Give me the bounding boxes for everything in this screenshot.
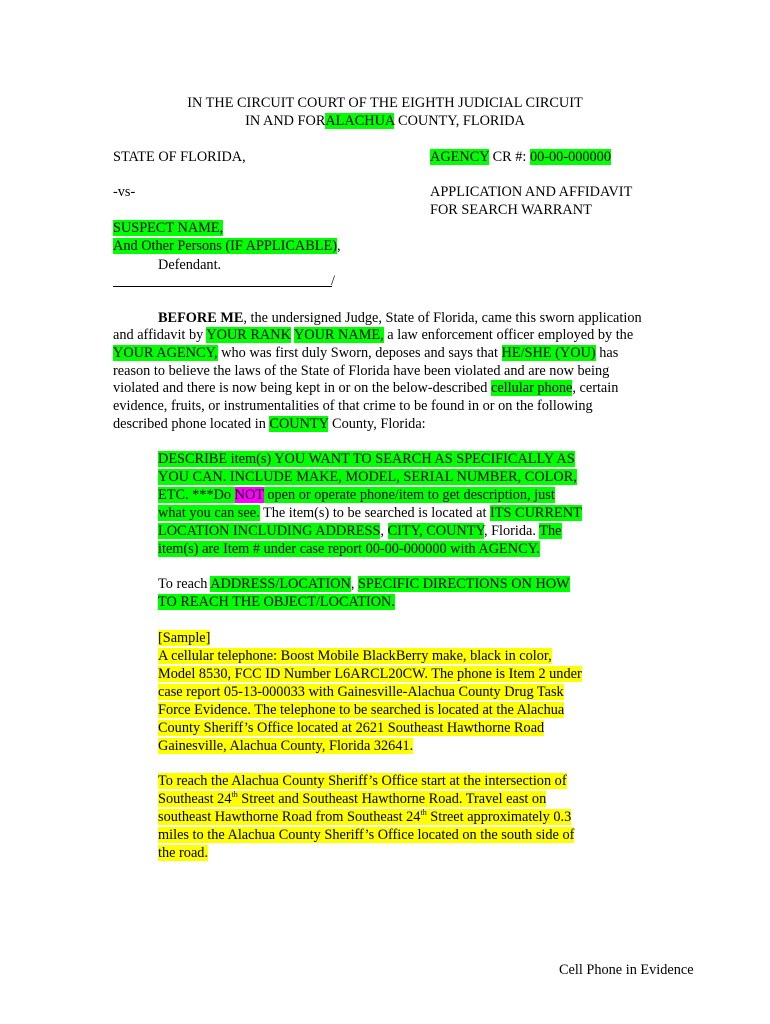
sample-line-5 xyxy=(158,719,544,737)
describe-line-6 xyxy=(158,540,540,558)
body-line-7-suffix: County, Florida: xyxy=(328,416,426,432)
caption-slash: / xyxy=(331,273,335,289)
sample-line-6 xyxy=(158,737,413,755)
body-line-5-suffix: , certain xyxy=(572,380,619,396)
sample-reach-line-2 xyxy=(158,790,546,808)
describe-line-3b: open or operate phone/item to get description, just xyxy=(263,487,555,503)
sample-label-highlight: [Sample] xyxy=(158,630,211,646)
body-line-6: evidence, fruits, or instrumentalities of that crime to be found in or on the following xyxy=(113,398,593,414)
body-line-4: reason to believe the laws of the State of Florida have been violated and are now being xyxy=(113,363,610,379)
court-header-line1-text: IN THE CIRCUIT COURT OF THE EIGHTH JUDICIAL CIRCUIT xyxy=(187,95,583,111)
body-line-1 xyxy=(158,309,642,327)
body-line-3-suffix: has xyxy=(595,345,619,361)
ordinal-suffix: th xyxy=(231,790,238,800)
its-current-highlight: ITS CURRENT xyxy=(490,505,582,521)
sample-line-4-highlight: Force Evidence. The telephone to be searched is located at the Alachua xyxy=(158,702,565,718)
describe-line-5-florida: , Florida. xyxy=(483,523,540,539)
reach-line-2 xyxy=(158,593,395,611)
sample-line-2 xyxy=(158,665,582,683)
reach-prefix: To reach xyxy=(158,576,211,592)
cellular-phone-highlight: cellular phone xyxy=(490,380,573,396)
before-me-bold: BEFORE ME xyxy=(158,310,244,326)
agency-highlight: AGENCY xyxy=(430,149,490,165)
defendant-label: Defendant. xyxy=(158,257,222,273)
sample-reach-line-2a: Southeast 24 xyxy=(158,791,232,807)
sample-reach-line-3 xyxy=(158,808,571,826)
describe-line-5-the: The xyxy=(539,523,562,539)
describe-line-4a: what you can see. xyxy=(158,505,260,521)
your-rank-highlight: YOUR RANK xyxy=(206,327,291,343)
sample-reach-line-2b: Street and Southeast Hawthorne Road. Travel east on xyxy=(237,791,547,807)
suspect-name-highlight: SUSPECT NAME, xyxy=(113,220,224,236)
county-highlight: COUNTY xyxy=(269,416,329,432)
other-persons-comma: , xyxy=(336,238,341,254)
footer-label: Cell Phone in Evidence xyxy=(559,962,694,978)
he-she-highlight: HE/SHE (YOU) xyxy=(501,345,596,361)
header-county-florida: COUNTY, FLORIDA xyxy=(394,113,525,129)
document-title-line1: APPLICATION AND AFFIDAVIT xyxy=(430,184,633,200)
sample-line-1 xyxy=(158,647,552,665)
address-location-highlight: ADDRESS/LOCATION xyxy=(210,576,351,592)
other-persons xyxy=(113,237,341,255)
your-agency-highlight: YOUR AGENCY, xyxy=(113,345,218,361)
sample-reach-line-3b: Street approximately 0.3 xyxy=(426,809,572,825)
your-name-highlight: YOUR NAME, xyxy=(293,327,384,343)
sample-reach-line-5-highlight: the road. xyxy=(158,845,209,861)
reach-sep: , xyxy=(350,576,358,592)
sample-reach-line-1 xyxy=(158,772,567,790)
describe-line-4b: The item(s) to be searched is located at xyxy=(259,505,491,521)
city-county-highlight: CITY, COUNTY xyxy=(387,523,484,539)
body-line-5-text: violated and there is now being kept in or on the below-described xyxy=(113,380,491,396)
body-line-2 xyxy=(113,326,633,344)
describe-line-2 xyxy=(158,468,577,486)
document-title-line2: FOR SEARCH WARRANT xyxy=(430,202,592,218)
suspect-name xyxy=(113,219,223,237)
state-of-florida: STATE OF FLORIDA, xyxy=(113,149,246,165)
sample-line-3 xyxy=(158,683,564,701)
versus-label: -vs- xyxy=(113,184,136,200)
body-line-2-suffix: a law enforcement officer employed by the xyxy=(383,327,634,343)
sample-reach-line-4 xyxy=(158,826,574,844)
specific-directions-highlight: SPECIFIC DIRECTIONS ON HOW xyxy=(357,576,570,592)
body-line-7 xyxy=(113,415,426,433)
sample-reach-line-3a: southeast Hawthorne Road from Southeast 24 xyxy=(158,809,421,825)
describe-line-2-highlight: YOU CAN. INCLUDE MAKE, MODEL, SERIAL NUMBER, COLOR, xyxy=(158,469,577,485)
sample-reach-line-1-highlight: To reach the Alachua County Sheriff’s Office start at the intersection of xyxy=(158,773,567,789)
caption-signature-line xyxy=(113,286,332,287)
reach-line-2-highlight: TO REACH THE OBJECT/LOCATION. xyxy=(158,594,395,610)
ordinal-suffix: th xyxy=(420,808,427,818)
describe-line-5-sep: , xyxy=(380,523,388,539)
body-line-1-text: , the undersigned Judge, State of Florida, came this sworn application xyxy=(243,310,642,326)
sample-line-2-highlight: Model 8530, FCC ID Number L6ARCL20CW. The phone is Item 2 under xyxy=(158,666,582,682)
not-magenta-highlight: NOT xyxy=(234,487,264,503)
body-line-3-text: who was first duly Sworn, deposes and says that xyxy=(217,345,502,361)
sample-line-3-highlight: case report 05-13-000033 with Gainesville-Alachua County Drug Task xyxy=(158,684,564,700)
sample-line-4 xyxy=(158,701,564,719)
body-line-5 xyxy=(113,379,618,397)
describe-line-1-highlight: DESCRIBE item(s) YOU WANT TO SEARCH AS SPECIFICALLY AS xyxy=(158,451,575,467)
cr-label: CR #: xyxy=(489,149,530,165)
describe-line-4 xyxy=(158,504,582,522)
cr-number-highlight: 00-00-000000 xyxy=(529,149,611,165)
sample-reach-line-5 xyxy=(158,844,208,862)
describe-line-5 xyxy=(158,522,562,540)
court-header-line1 xyxy=(0,94,770,112)
header-county-highlight: ALACHUA xyxy=(325,113,395,129)
body-line-3 xyxy=(113,344,618,362)
reach-line-1 xyxy=(158,575,570,593)
sample-line-6-highlight: Gainesville, Alachua County, Florida 32641. xyxy=(158,738,414,754)
header-in-and-for: IN AND FOR xyxy=(245,113,326,129)
sample-reach-line-4-highlight: miles to the Alachua County Sheriff’s Office located on the south side of xyxy=(158,827,575,843)
case-number-line xyxy=(430,148,611,166)
body-line-2-prefix: and affidavit by xyxy=(113,327,207,343)
sample-line-5-highlight: County Sheriff’s Office located at 2621 Southeast Hawthorne Road xyxy=(158,720,545,736)
sample-label xyxy=(158,629,210,647)
court-header-line2 xyxy=(0,112,770,130)
sample-line-1-highlight: A cellular telephone: Boost Mobile BlackBerry make, black in color, xyxy=(158,648,552,664)
other-persons-highlight: And Other Persons (IF APPLICABLE) xyxy=(113,238,337,254)
describe-line-6-highlight: item(s) are Item # under case report 00-00-000000 with AGENCY. xyxy=(158,541,540,557)
describe-line-3a: ETC. ***Do xyxy=(158,487,235,503)
describe-line-1 xyxy=(158,450,575,468)
body-line-7-text: described phone located in xyxy=(113,416,270,432)
describe-line-3 xyxy=(158,486,555,504)
location-address-highlight: LOCATION INCLUDING ADDRESS xyxy=(158,523,381,539)
